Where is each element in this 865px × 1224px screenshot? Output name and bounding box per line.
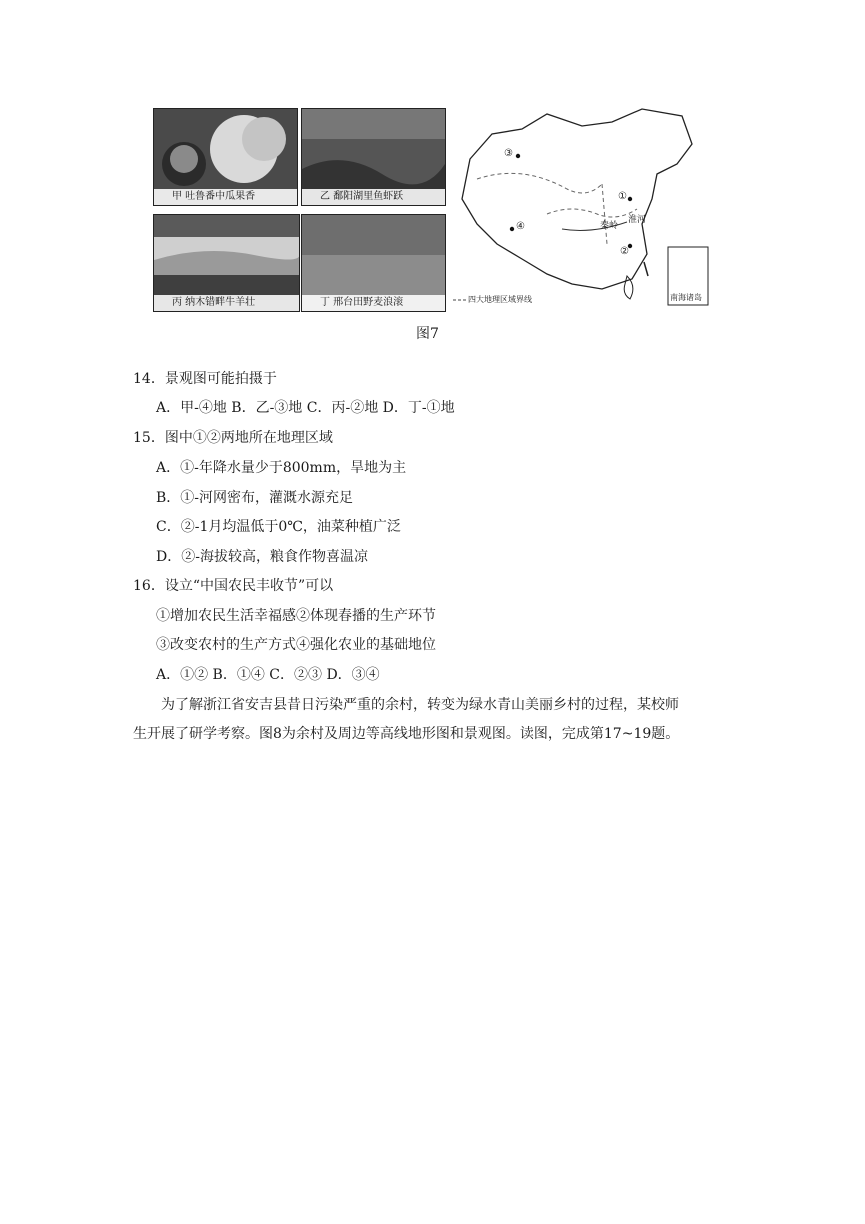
intro-paragraph-line-2: 生开展了研学考察。图8为余村及周边等高线地形图和景观图。读图，完成第17~19题。: [133, 726, 680, 742]
map-graphic: [452, 104, 714, 311]
question-16-options: A．①② B．①④ C．②③ D．③④: [156, 667, 380, 683]
figure-label: 图7: [416, 326, 439, 342]
china-region-map: [452, 104, 714, 311]
map-marker-2: ②: [620, 246, 629, 257]
mountain-label: 秦岭: [600, 221, 619, 231]
question-16-stem: 16．设立“中国农民丰收节”可以: [133, 578, 334, 594]
question-15-option-a: A．①-年降水量少于800mm，旱地为主: [156, 460, 407, 476]
photo-jia: [153, 108, 298, 206]
question-16-statement-1: ①增加农民生活幸福感②体现春播的生产环节: [156, 608, 436, 624]
river-label: 淮河: [628, 215, 647, 225]
question-14-options: A．甲-④地 B．乙-③地 C．丙-②地 D．丁-①地: [156, 400, 455, 416]
photo-caption: 丁 邢台田野麦浪滚: [302, 295, 445, 311]
question-16-statement-2: ③改变农村的生产方式④强化农业的基础地位: [156, 637, 436, 653]
intro-paragraph-line-1: 为了解浙江省安吉县昔日污染严重的余村，转变为绿水青山美丽乡村的过程，某校师: [161, 697, 679, 713]
map-legend: 四大地理区域界线: [468, 295, 532, 304]
photo-caption: 乙 鄱阳湖里鱼虾跃: [302, 189, 445, 205]
question-15-stem: 15．图中①②两地所在地理区域: [133, 430, 333, 446]
inset-label: 南海诸岛: [670, 293, 702, 302]
map-marker-3: ③: [504, 148, 513, 159]
question-15-option-c: C．②-1月均温低于0℃，油菜种植广泛: [156, 519, 401, 535]
question-15-option-d: D．②-海拔较高，粮食作物喜温凉: [156, 549, 368, 565]
map-marker-4: ④: [516, 221, 525, 232]
photo-caption: 丙 纳木错畔牛羊壮: [154, 295, 299, 311]
photo-bing: [153, 214, 300, 312]
photo-yi: [301, 108, 446, 206]
question-14-stem: 14．景观图可能拍摄于: [133, 371, 277, 387]
photo-caption: 甲 吐鲁番中瓜果香: [154, 189, 297, 205]
map-marker-1: ①: [618, 191, 627, 202]
photo-ding: [301, 214, 446, 312]
question-15-option-b: B．①-河网密布，灌溉水源充足: [156, 490, 354, 506]
